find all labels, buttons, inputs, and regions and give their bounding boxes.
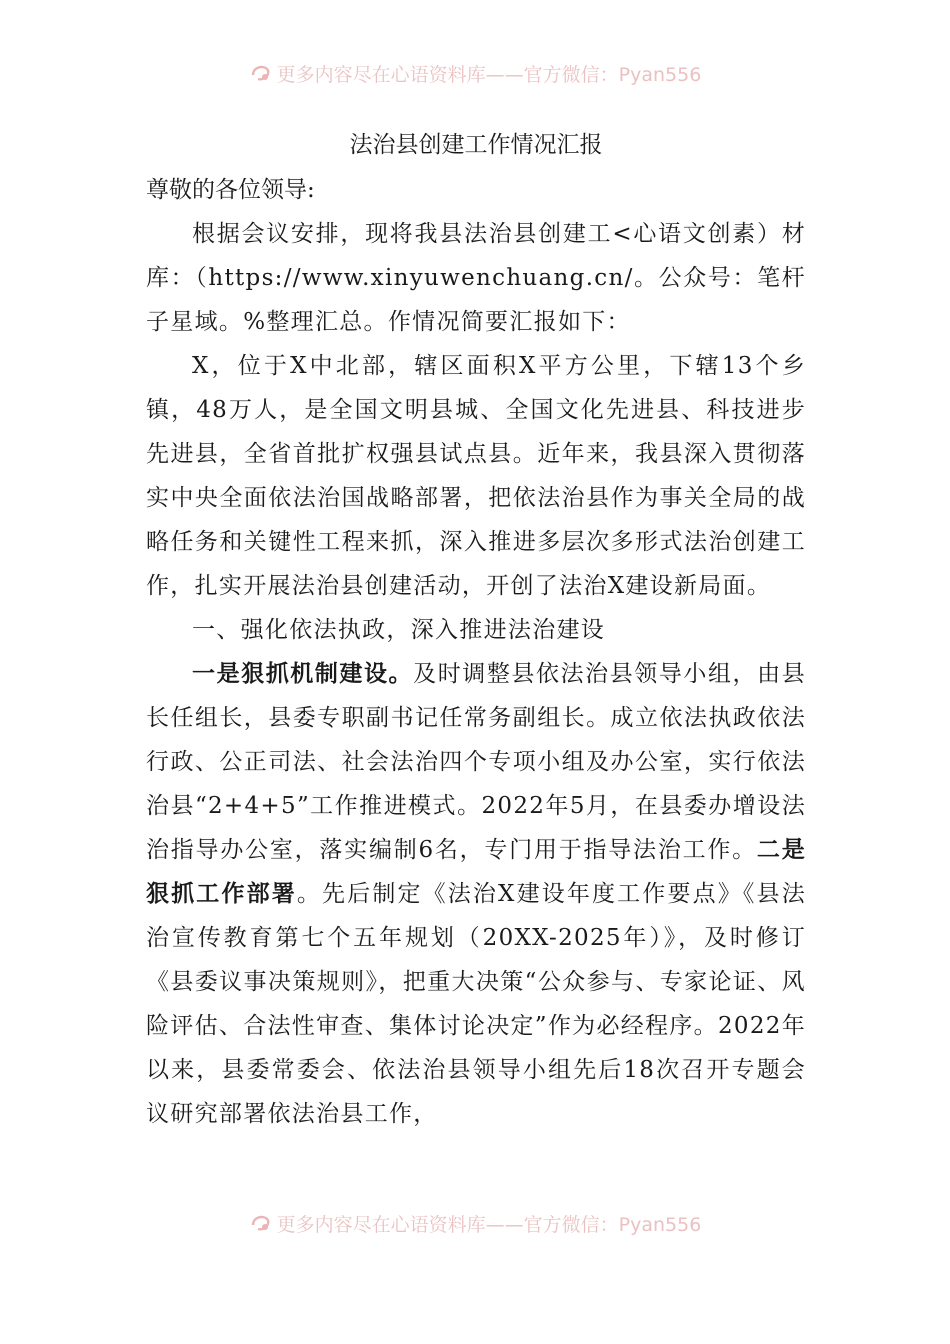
footer-watermark: [0, 1208, 950, 1238]
watermark-text: 更多内容尽在心语资料库——官方微信：Pyan556: [276, 1213, 702, 1236]
paragraph-text-2: 。先后制定《法治X建设年度工作要点》《县法治宣传教育第七个五年规划（20XX-2025年）》，及时修订《县委议事决策规则》，把重大决策“公众参与、专家论证、风险评估、合法性审查、集体讨论决定”作为必经程序。2022年以来，县委常委会、依法治县领导小组先后18次召开专题会议研究部署依法治县工作，: [146, 881, 806, 1127]
lead-phrase-2: 二是狠抓工作部署: [146, 836, 806, 907]
paragraph-text-1: 及时调整县依法治县领导小组，由县长任组长，县委专职副书记任常务副组长。成立依法执政依法行政、公正司法、社会法治四个专项小组及办公室，实行依法治县“2+4+5”工作推进模式。2022年5月，在县委办增设法治指导办公室，落实编制6名，专门用于指导法治工作。: [146, 661, 806, 863]
lead-phrase-1: 一是狠抓机制建设。: [192, 660, 414, 687]
salutation: 尊敬的各位领导:: [146, 177, 315, 203]
overview-paragraph: X，位于X中北部，辖区面积X平方公里，下辖13个乡镇，48万人，是全国文明县城、全国文化先进县、科技进步先进县，全省首批扩权强县试点县。近年来，我县深入贯彻落实中央全面依法治国战略部署，把依法治县作为事关全局的战略任务和关键性工程来抓，深入推进多层次多形式法治创建工作，扎实开展法治县创建活动，开创了法治X建设新局面。: [146, 353, 806, 599]
header-watermark: [0, 58, 950, 88]
watermark-logo-icon: [249, 1211, 273, 1235]
section-heading: 一、强化依法执政，深入推进法治建设: [192, 617, 606, 643]
document-body: [146, 122, 806, 1136]
watermark-text: 更多内容尽在心语资料库——官方微信：Pyan556: [276, 63, 702, 86]
document-title: 法治县创建工作情况汇报: [349, 132, 603, 158]
intro-paragraph: 根据会议安排，现将我县法治县创建工<心语文创素）材库：（https://www.xinyuwenchuang.cn/。公众号：笔杆子星域。%整理汇总。作情况简要汇报如下：: [146, 221, 806, 335]
watermark-logo-icon: [249, 61, 273, 85]
body-paragraph: [146, 652, 806, 1136]
